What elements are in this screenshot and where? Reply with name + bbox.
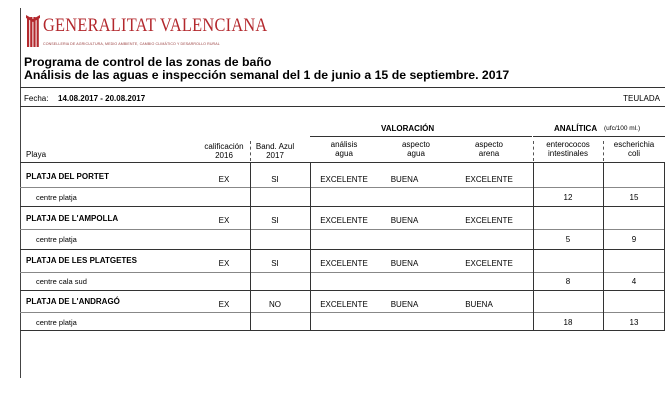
page-left-border xyxy=(20,8,21,378)
header-divider xyxy=(20,106,665,107)
beach-name: PLATJA DE LES PLATGETES xyxy=(26,256,137,265)
escherichia-value: 9 xyxy=(631,235,637,244)
calificacion-value: EX xyxy=(218,175,230,184)
row-divider xyxy=(20,290,665,291)
col-header-bandera: Band. Azul 2017 xyxy=(255,142,295,160)
bandera-value: SI xyxy=(271,259,279,268)
col-line xyxy=(664,162,665,330)
col-header-analisis: análisis agua xyxy=(330,140,358,158)
enterococos-value: 5 xyxy=(565,235,571,244)
report-subtitle: Análisis de las aguas e inspección semanal del 1 de junio a 15 de septiembre. 2017 xyxy=(24,68,510,82)
analitica-underline xyxy=(533,136,665,137)
bandera-value: SI xyxy=(271,216,279,225)
col-line xyxy=(603,162,604,330)
subrow-divider xyxy=(20,229,665,230)
col-header-playa: Playa xyxy=(26,150,47,159)
table-bottom xyxy=(20,330,665,331)
analisis-value: EXCELENTE xyxy=(320,259,368,268)
analisis-value: EXCELENTE xyxy=(320,216,368,225)
calificacion-value: EX xyxy=(218,259,230,268)
subrow-divider xyxy=(20,187,665,188)
bandera-value: SI xyxy=(271,175,279,184)
escherichia-value: 13 xyxy=(629,318,639,327)
header-separator xyxy=(603,141,605,161)
date-value: 14.08.2017 - 20.08.2017 xyxy=(58,94,146,103)
analisis-value: EXCELENTE xyxy=(320,300,368,309)
report-title: Programa de control de las zonas de baño xyxy=(24,55,272,69)
group-header-analitica: ANALÍTICA xyxy=(554,124,598,133)
aspecto-agua-value: BUENA xyxy=(390,216,419,225)
table-header-bottom xyxy=(20,162,665,163)
beach-name: PLATJA DE L'ANDRAGÓ xyxy=(26,297,120,306)
col-header-calificacion: calificación 2016 xyxy=(204,142,244,160)
row-divider xyxy=(20,249,665,250)
subrow-divider xyxy=(20,272,665,273)
calificacion-value: EX xyxy=(218,300,230,309)
sampling-point: centre platja xyxy=(36,193,77,202)
header-separator xyxy=(533,141,535,161)
aspecto-arena-value: BUENA xyxy=(465,300,493,309)
sampling-point: centre platja xyxy=(36,318,77,327)
aspecto-arena-value: EXCELENTE xyxy=(465,175,513,184)
bat-emblem-icon xyxy=(26,15,40,51)
logo-subtitle: CONSELLERIA DE AGRICULTURA, MEDIO AMBIENTE, CAMBIO CLIMÁTICO Y DESARROLLO RURAL xyxy=(43,42,220,46)
escherichia-value: 4 xyxy=(631,277,637,286)
enterococos-value: 8 xyxy=(565,277,571,286)
analisis-value: EXCELENTE xyxy=(320,175,368,184)
col-header-aspecto-arena: aspecto arena xyxy=(474,140,504,158)
escherichia-value: 15 xyxy=(629,193,639,202)
aspecto-arena-value: EXCELENTE xyxy=(465,216,513,225)
sampling-point: centre platja xyxy=(36,235,77,244)
col-header-aspecto-agua: aspecto agua xyxy=(401,140,431,158)
bandera-value: NO xyxy=(269,300,281,309)
aspecto-agua-value: BUENA xyxy=(390,300,419,309)
aspecto-arena-value: EXCELENTE xyxy=(465,259,513,268)
municipality: TEULADA xyxy=(623,94,660,103)
row-divider xyxy=(20,206,665,207)
beach-name: PLATJA DE L'AMPOLLA xyxy=(26,214,119,223)
col-header-enterococos: enterococos intestinales xyxy=(546,140,590,158)
aspecto-agua-value: BUENA xyxy=(390,259,419,268)
calificacion-value: EX xyxy=(218,216,230,225)
header-separator xyxy=(250,141,252,161)
group-header-valoracion: VALORACIÓN xyxy=(381,124,435,133)
col-header-escherichia: escherichia coli xyxy=(613,140,655,158)
title-divider xyxy=(20,87,665,88)
subrow-divider xyxy=(20,312,665,313)
enterococos-value: 18 xyxy=(563,318,573,327)
col-line xyxy=(533,162,534,330)
date-label: Fecha: xyxy=(24,94,49,103)
beach-name: PLATJA DEL PORTET xyxy=(26,172,109,181)
analitica-unit: (ufc/100 ml.) xyxy=(604,125,641,132)
logo-wordmark: GENERALITAT VALENCIANA xyxy=(43,15,268,36)
aspecto-agua-value: BUENA xyxy=(390,175,419,184)
valoracion-underline xyxy=(310,136,532,137)
enterococos-value: 12 xyxy=(563,193,573,202)
sampling-point: centre cala sud xyxy=(36,277,87,286)
